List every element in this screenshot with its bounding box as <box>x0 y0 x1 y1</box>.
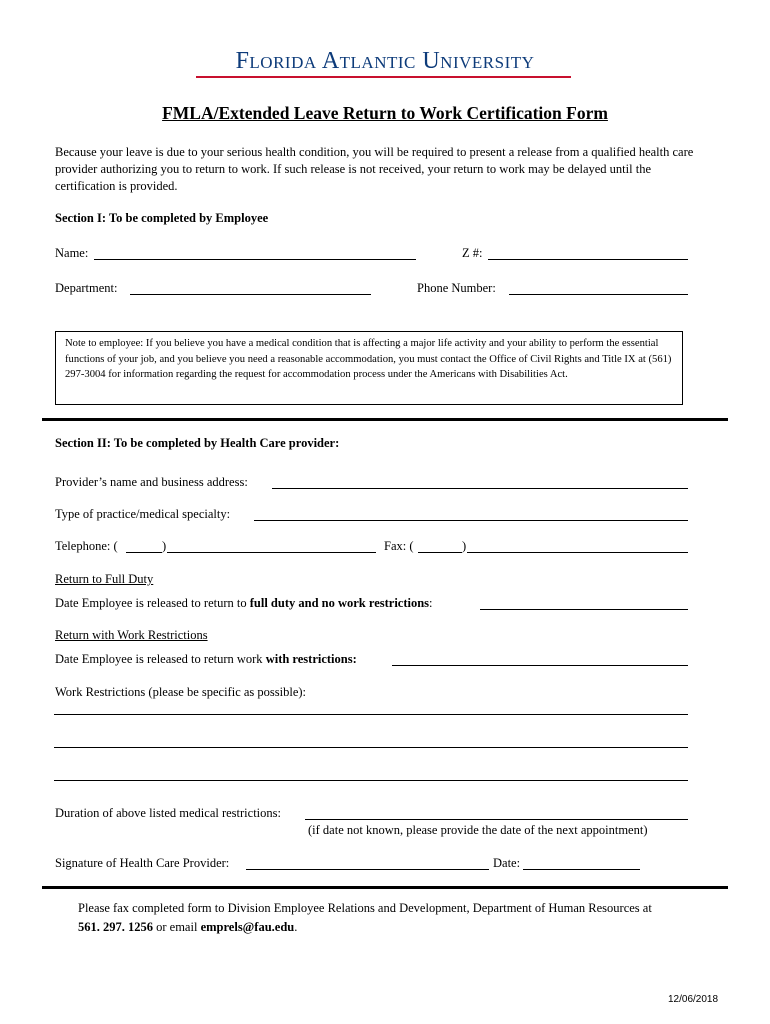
telephone-label: Telephone: ( <box>55 539 118 553</box>
practice-field[interactable] <box>254 520 688 521</box>
full-duty-suffix: : <box>429 596 433 610</box>
restrictions-date-field[interactable] <box>392 665 688 666</box>
work-restrictions-line-1[interactable] <box>54 714 688 715</box>
fax-number: 561. 297. 1256 <box>78 920 153 934</box>
telephone-number-field[interactable] <box>167 552 376 553</box>
date-label: Date: <box>493 856 521 870</box>
revision-date: 12/06/2018 <box>668 994 719 1005</box>
provider-field[interactable] <box>272 488 688 489</box>
work-restrictions-line-2[interactable] <box>54 747 688 748</box>
full-duty-date-field[interactable] <box>480 609 688 610</box>
phone-field[interactable] <box>509 294 688 295</box>
employee-note-text: Note to employee: If you believe you have a medical condition that is affecting a major life activity and your ability to perform the essential functions of your job, and you believe you need a reasonable accommodation, you must contact the Office of Civil Rights and Title IX at (561) 297-3004 for information regarding the request for accommodation process under the Americans with Disabilities Act. <box>65 338 672 380</box>
signature-field[interactable] <box>246 869 489 870</box>
practice-label: Type of practice/medical specialty: <box>55 507 231 521</box>
telephone-close-paren: ) <box>162 539 167 553</box>
logo-underline <box>196 76 571 78</box>
footer-divider <box>42 886 728 889</box>
work-restrictions-label: Work Restrictions (please be specific as possible): <box>55 685 307 699</box>
email-address[interactable]: emprels@fau.edu <box>200 920 295 934</box>
section2-heading: Section II: To be completed by Health Care provider: <box>55 436 340 450</box>
footer-period: . <box>294 920 298 934</box>
signature-label: Signature of Health Care Provider: <box>55 856 230 870</box>
full-duty-heading: Return to Full Duty <box>55 572 154 586</box>
or-email-text: or email <box>153 920 201 934</box>
department-field[interactable] <box>130 294 371 295</box>
university-logo <box>0 48 770 75</box>
z-number-field[interactable] <box>488 259 688 260</box>
z-number-label: Z #: <box>462 246 483 260</box>
date-field[interactable] <box>523 869 640 870</box>
fax-label: Fax: ( <box>384 539 414 553</box>
restrictions-prefix: Date Employee is released to return work <box>55 652 266 666</box>
department-label: Department: <box>55 281 118 295</box>
provider-label: Provider’s name and business address: <box>55 475 248 489</box>
name-label: Name: <box>55 246 89 260</box>
full-duty-label <box>55 596 433 611</box>
duration-field[interactable] <box>305 819 688 820</box>
intro-paragraph: Because your leave is due to your serious health condition, you will be required to present a release from a qualified health care provider authorizing you to return to work. If such release is not received, your return to work may be delayed until the certification is provided. <box>55 145 694 193</box>
restrictions-heading: Return with Work Restrictions <box>55 628 208 642</box>
employee-note-box <box>55 331 683 405</box>
logo-text: Florida Atlantic University <box>235 48 535 74</box>
work-restrictions-line-3[interactable] <box>54 780 688 781</box>
full-duty-prefix: Date Employee is released to return to <box>55 596 250 610</box>
form-title: FMLA/Extended Leave Return to Work Certification Form <box>162 103 608 123</box>
full-duty-bold: full duty and no work restrictions <box>249 596 430 610</box>
fax-instructions-text: Please fax completed form to Division Employee Relations and Development, Department of Human Resources at <box>78 901 652 915</box>
fax-instructions <box>78 899 728 937</box>
duration-note: (if date not known, please provide the date of the next appointment) <box>308 823 648 837</box>
name-field[interactable] <box>94 259 416 260</box>
section-divider <box>42 418 728 421</box>
duration-label: Duration of above listed medical restrictions: <box>55 806 281 820</box>
restrictions-label <box>55 652 357 667</box>
fax-close-paren: ) <box>462 539 467 553</box>
phone-label: Phone Number: <box>417 281 496 295</box>
telephone-area-code-field[interactable] <box>126 552 162 553</box>
section1-heading: Section I: To be completed by Employee <box>55 211 269 225</box>
restrictions-bold: with restrictions: <box>265 652 357 666</box>
fax-area-code-field[interactable] <box>418 552 462 553</box>
fax-number-field[interactable] <box>467 552 688 553</box>
